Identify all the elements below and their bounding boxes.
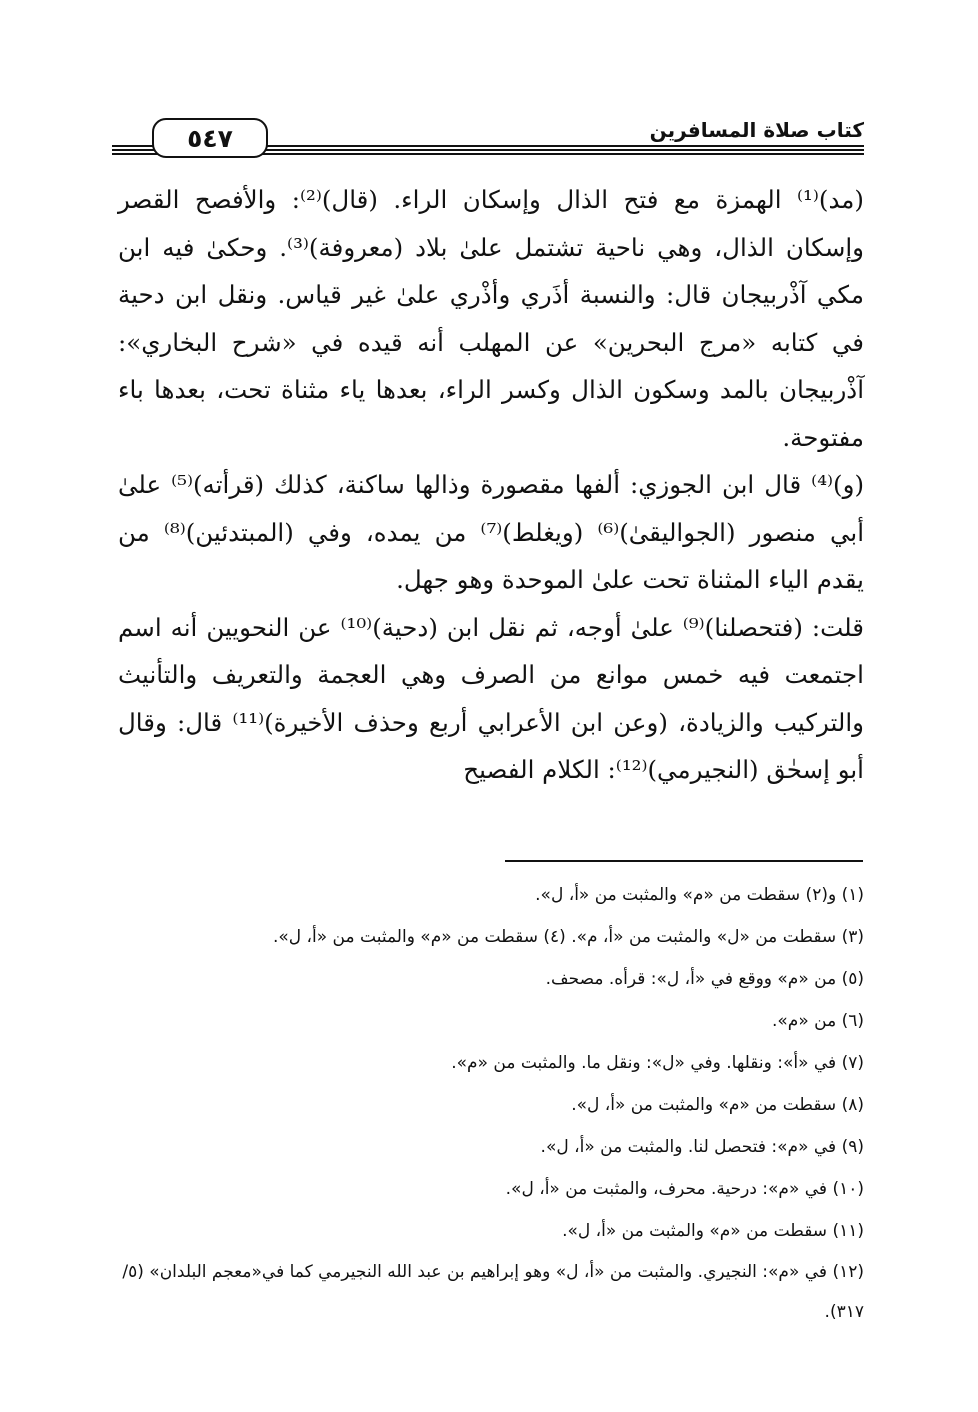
footnote-9: (٩) في «م»: فتحصل لنا. والمثبت من «أ، ل». bbox=[540, 1137, 864, 1157]
paragraph-2: (و)⁽⁴⁾ قال ابن الجوزي: ألفها مقصورة وذالها ساكنة، كذلك (قرأته)⁽⁵⁾ علىٰ أبي منصور (الجواليقىٰ)⁽⁶⁾ (ويغلط)⁽⁷⁾ من يمده، وفي (المبتدئين)⁽⁸⁾ من يقدم الياء المثناة تحت علىٰ الموحدة وهو جهل. bbox=[118, 470, 864, 594]
footnote-7: (٧) في «أ»: ونقلها. وفي «ل»: ونقل ما. والمثبت من «م». bbox=[451, 1053, 864, 1073]
running-title: كتاب صلاة المسافرين bbox=[649, 118, 864, 142]
main-text bbox=[118, 176, 864, 794]
footnotes bbox=[112, 874, 864, 1332]
footnote-separator bbox=[505, 860, 863, 862]
footnote-10: (١٠) في «م»: درحية. محرف، والمثبت من «أ، ل». bbox=[505, 1179, 864, 1199]
footnote-8: (٨) سقطت من «م» والمثبت من «أ، ل». bbox=[571, 1095, 864, 1115]
footnote-6: (٦) من «م». bbox=[772, 1011, 864, 1031]
paragraph-3: قلت: (فتحصلنا)⁽⁹⁾ علىٰ أوجه، ثم نقل ابن (دحية)⁽¹⁰⁾ عن النحويين أنه اسم اجتمعت فيه خمس موانع من الصرف وهي العجمة والتعريف والتأنيث والتركيب والزيادة، (وعن ابن الأعرابي أربع وحذف الأخيرة)⁽¹¹⁾ قال: وقال أبو إسحٰق (النجيرمي)⁽¹²⁾: الكلام الفصيح bbox=[118, 612, 865, 784]
footnote-5: (٥) من «م» ووقع في «أ، ل»: قرأه. مصحف. bbox=[545, 969, 864, 989]
footnote-12: (١٢) في «م»: النجيري. والمثبت من «أ، ل» وهو إبراهيم بن عبد الله النجيرمي كما في«معجم البلدان» (٥/ ٣١٧). bbox=[122, 1262, 864, 1322]
footnote-1-2: (١) و(٢) سقطت من «م» والمثبت من «أ، ل». bbox=[535, 885, 864, 905]
footnote-11: (١١) سقطت من «م» والمثبت من «أ، ل». bbox=[562, 1221, 864, 1241]
page-number: ٥٤٧ bbox=[152, 118, 268, 158]
paragraph-1: (مد)⁽¹⁾ الهمزة مع فتح الذال وإسكان الراء. (قال)⁽²⁾: والأفصح القصر وإسكان الذال، وهي ناحية تشتمل علىٰ بلاد (معروفة)⁽³⁾. وحكىٰ فيه ابن مكي آذْربيجان قال: والنسبة أذَري وأذْري علىٰ غير قياس. ونقل ابن دحية في كتابه «مرج البحرين» عن المهلب أنه قيده في «شرح البخاري»: آذْربيجان بالمد وسكون الذال وكسر الراء، بعدها ياء مثناة تحت، بعدها باء مفتوحة. bbox=[118, 185, 864, 452]
footnote-3-4: (٣) سقطت من «ل» والمثبت من «أ، م». (٤) سقطت من «م» والمثبت من «أ، ل». bbox=[272, 927, 864, 947]
page-header bbox=[112, 112, 864, 158]
